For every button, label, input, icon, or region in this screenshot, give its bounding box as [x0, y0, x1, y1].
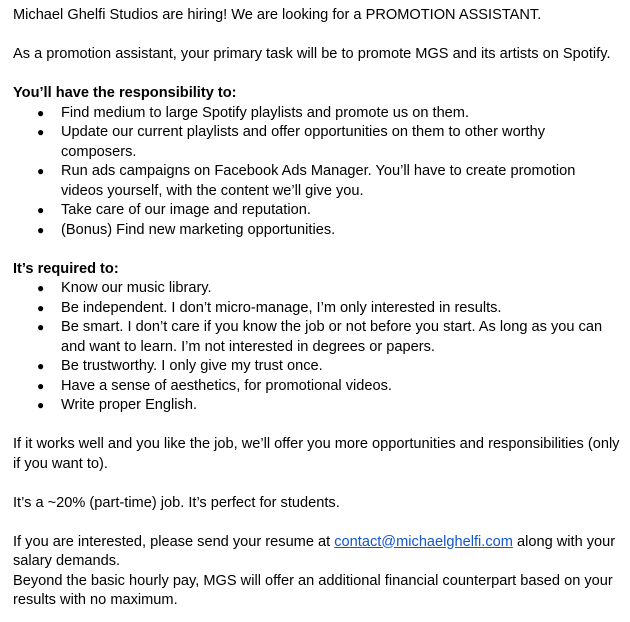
list-item	[13, 162, 623, 201]
contact-text-after: along with your salary demands.	[13, 533, 616, 569]
list-item	[13, 396, 623, 416]
bullet-icon: ●	[37, 398, 45, 412]
spacer	[13, 26, 623, 46]
list-item	[13, 123, 623, 162]
bullet-icon: ●	[37, 359, 45, 373]
responsibilities-list	[13, 104, 623, 241]
bullet-icon: ●	[37, 125, 45, 139]
list-item-text: Write proper English.	[61, 397, 197, 413]
list-item	[13, 221, 623, 241]
bullet-icon: ●	[37, 281, 45, 295]
bullet-icon: ●	[37, 222, 45, 237]
spacer	[13, 474, 623, 494]
list-item	[13, 357, 623, 377]
list-item	[13, 377, 623, 397]
contact-text-before: If you are interested, please send your resume at	[13, 533, 335, 550]
spacer	[13, 513, 623, 533]
list-item-text: Run ads campaigns on Facebook Ads Manager. You’ll have to create promotion videos yourself, with the content we’ll give you.	[61, 163, 576, 199]
bullet-icon: ●	[37, 320, 45, 334]
list-item	[13, 104, 623, 124]
list-item-text: Find medium to large Spotify playlists and promote us on them.	[61, 104, 470, 121]
responsibilities-heading: You’ll have the responsibility to:	[13, 85, 237, 101]
spacer	[13, 240, 623, 260]
requirements-list	[13, 279, 623, 416]
workload-paragraph: It’s a ~20% (part-time) job. It’s perfect for students.	[13, 494, 340, 511]
bullet-icon: ●	[37, 203, 45, 217]
list-item-text: (Bonus) Find new marketing opportunities.	[61, 221, 336, 238]
bullet-icon: ●	[37, 105, 45, 120]
list-item	[13, 299, 623, 319]
list-item-text: Know our music library.	[61, 280, 212, 296]
role-summary-paragraph: As a promotion assistant, your primary task will be to promote MGS and its artists on Spotify.	[13, 46, 611, 62]
list-item-text: Take care of our image and reputation.	[61, 202, 311, 218]
spacer	[13, 416, 623, 436]
bullet-icon: ●	[37, 164, 45, 178]
compensation-paragraph: Beyond the basic hourly pay, MGS will offer an additional financial counterpart based on your results with no maximum.	[13, 572, 613, 608]
bullet-icon: ●	[37, 378, 45, 393]
list-item	[13, 279, 623, 299]
bullet-icon: ●	[37, 300, 45, 315]
requirements-heading: It’s required to:	[13, 260, 119, 277]
list-item-text: Be trustworthy. I only give my trust once.	[61, 358, 323, 374]
contact-paragraph	[13, 533, 623, 572]
intro-paragraph: Michael Ghelfi Studios are hiring! We are looking for a PROMOTION ASSISTANT.	[13, 7, 542, 23]
list-item	[13, 318, 623, 357]
contact-email-link[interactable]: contact@michaelghelfi.com	[334, 533, 513, 550]
growth-paragraph: If it works well and you like the job, we’ll offer you more opportunities and responsibilities (only if you want to).	[13, 436, 620, 472]
list-item	[13, 201, 623, 221]
list-item-text: Update our current playlists and offer opportunities on them to other worthy composers.	[61, 124, 546, 160]
list-item-text: Be independent. I don’t micro-manage, I’m only interested in results.	[61, 299, 502, 316]
spacer	[13, 65, 623, 85]
list-item-text: Be smart. I don’t care if you know the job or not before you start. As long as you can and want to learn. I’m not interested in degrees or papers.	[61, 319, 603, 355]
list-item-text: Have a sense of aesthetics, for promotional videos.	[61, 377, 392, 394]
